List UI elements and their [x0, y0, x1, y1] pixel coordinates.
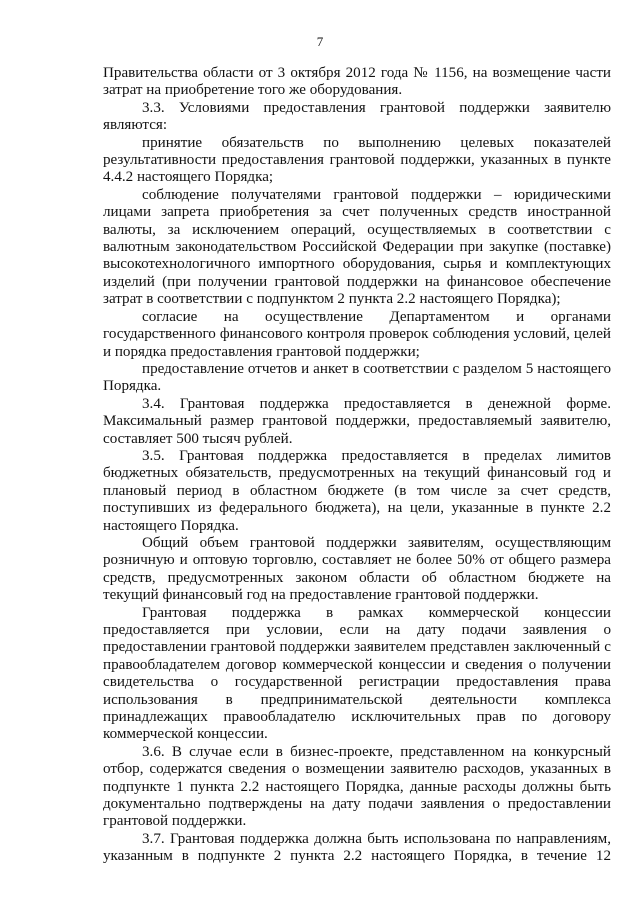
paragraph-consent: согласие на осуществление Департаментом и органами государственного финансового контроля проверок соблюдения условий, целей и порядка предоставления грантовой поддержки;	[103, 308, 611, 360]
paragraph-3-3: 3.3. Условиями предоставления грантовой поддержки заявителю являются:	[103, 99, 611, 134]
paragraph-currency-ban: соблюдение получателями грантовой поддержки – юридическими лицами запрета приобретения за счет полученных средств иностранной валюты, за исключением операций, осуществляемых в соответствии с валютным законодательством Российской Федерации при закупке (поставке) высокотехнологичного импортного оборудования, сырья и комплектующих изделий (при получении грантовой поддержки на финансовое обеспечение затрат в соответствии с подпунктом 2 пункта 2.2 настоящего Порядка);	[103, 186, 611, 308]
paragraph-obligations: принятие обязательств по выполнению целевых показателей результативности предоставления грантовой поддержки, указанных в пункте 4.4.2 настоящего Порядка;	[103, 134, 611, 186]
document-body	[103, 65, 611, 866]
paragraph-3-7: 3.7. Грантовая поддержка должна быть использована по направлениям, указанным в подпункте 2 пункта 2.2 настоящего Порядка, в течение 12	[103, 830, 611, 865]
paragraph-3-6: 3.6. В случае если в бизнес-проекте, представленном на конкурсный отбор, содержатся сведения о возмещении заявителю расходов, указанных в подпункте 1 пункта 2.2 настоящего Порядка, данные расходы должны быть документально подтверждены на дату подачи заявления о предоставлении грантовой поддержки.	[103, 743, 611, 830]
page-number: 7	[316, 34, 324, 49]
paragraph-3-5: 3.5. Грантовая поддержка предоставляется в пределах лимитов бюджетных обязательств, предусмотренных на текущий финансовый год и плановый период в областном бюджете (в том числе за счет средств, поступивших из федерального бюджета), на цели, указанные в пункте 2.2 настоящего Порядка.	[103, 447, 611, 534]
paragraph-concession: Грантовая поддержка в рамках коммерческой концессии предоставляется при условии, если на дату подачи заявления о предоставлении грантовой поддержки заявителем представлен заключенный с правообладателем договор коммерческой концессии и сведения о получении свидетельства о государственной регистрации предоставления права использования в предпринимательской деятельности комплекса принадлежащих правообладателю исключительных прав по договору коммерческой концессии.	[103, 604, 611, 743]
paragraph-3-4: 3.4. Грантовая поддержка предоставляется в денежной форме. Максимальный размер грантовой поддержки, предоставляемый заявителю, составляет 500 тысяч рублей.	[103, 395, 611, 447]
paragraph-continuation: Правительства области от 3 октября 2012 года № 1156, на возмещение части затрат на приобретение того же оборудования.	[103, 65, 611, 99]
paragraph-total-volume: Общий объем грантовой поддержки заявителям, осуществляющим розничную и оптовую торговлю, составляет не более 50% от общего размера средств, предусмотренных законом области об областном бюджете на текущий финансовый год на предоставление грантовой поддержки.	[103, 534, 611, 604]
paragraph-reports: предоставление отчетов и анкет в соответствии с разделом 5 настоящего Порядка.	[103, 360, 611, 395]
